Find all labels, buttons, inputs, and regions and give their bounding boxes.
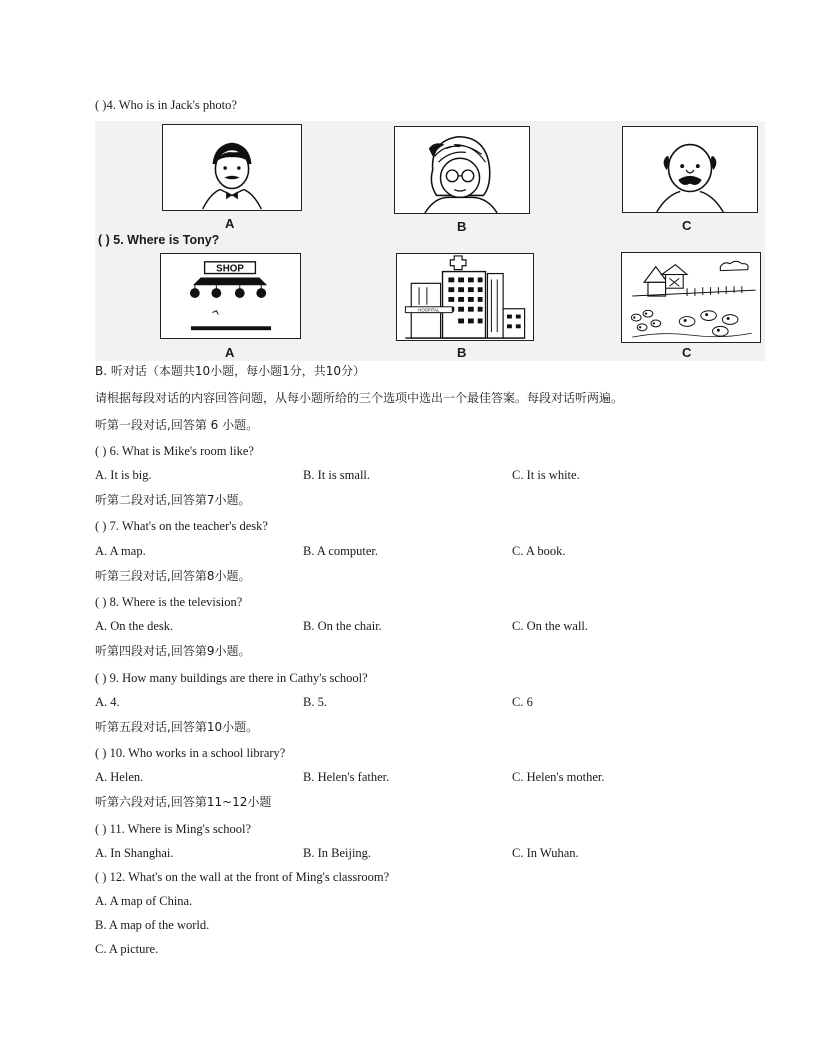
q4-option-c-label: C: [682, 218, 692, 233]
q11-option-a[interactable]: A. In Shanghai.: [95, 846, 174, 860]
dialog-3-intro: 听第三段对话,回答第8小题。: [95, 569, 251, 583]
section-b-heading: B. 听对话（本题共10小题，每小题1分，共10分）: [95, 364, 366, 378]
q6-option-b[interactable]: B. It is small.: [303, 468, 371, 482]
q10-option-b[interactable]: B. Helen's father.: [303, 770, 390, 784]
shop-icon: [161, 254, 300, 338]
q6-option-a[interactable]: A. It is big.: [95, 468, 152, 482]
q7-option-b[interactable]: B. A computer.: [303, 544, 378, 558]
man-mustache-bowtie-icon: [163, 125, 301, 210]
q5-picture-b[interactable]: [396, 253, 534, 341]
farm-icon: [622, 253, 760, 342]
q5-picture-a[interactable]: [160, 253, 301, 339]
hospital-icon: [397, 254, 533, 340]
q5-option-a-label: A: [225, 345, 235, 360]
q11-prompt: ( ) 11. Where is Ming's school?: [95, 822, 252, 836]
q9-prompt: ( ) 9. How many buildings are there in Cathy's school?: [95, 671, 368, 685]
hospital-sign: HOSPITAL: [418, 307, 440, 313]
q10-option-c[interactable]: C. Helen's mother.: [512, 770, 605, 784]
woman-glasses-icon: [395, 127, 529, 213]
dialog-6-intro: 听第六段对话,回答第11~12小题: [95, 795, 272, 809]
q6-prompt: ( ) 6. What is Mike's room like?: [95, 444, 254, 458]
q10-option-a[interactable]: A. Helen.: [95, 770, 144, 784]
q9-option-c[interactable]: C. 6: [512, 695, 533, 709]
q12-option-c[interactable]: C. A picture.: [95, 942, 159, 956]
q4-option-a-label: A: [225, 216, 235, 231]
q4-picture-b[interactable]: [394, 126, 530, 214]
q11-option-b[interactable]: B. In Beijing.: [303, 846, 372, 860]
q8-option-a[interactable]: A. On the desk.: [95, 619, 174, 633]
q12-prompt: ( ) 12. What's on the wall at the front of Ming's classroom?: [95, 870, 390, 884]
dialog-1-intro: 听第一段对话,回答第 6 小题。: [95, 418, 259, 432]
q12-option-a[interactable]: A. A map of China.: [95, 894, 193, 908]
dialog-4-intro: 听第四段对话,回答第9小题。: [95, 644, 251, 658]
dialog-5-intro: 听第五段对话,回答第10小题。: [95, 720, 259, 734]
q11-option-c[interactable]: C. In Wuhan.: [512, 846, 579, 860]
bald-man-mustache-icon: [623, 127, 757, 212]
q9-option-b[interactable]: B. 5.: [303, 695, 327, 709]
q8-prompt: ( ) 8. Where is the television?: [95, 595, 243, 609]
q4-picture-a[interactable]: [162, 124, 302, 211]
q4-option-b-label: B: [457, 219, 467, 234]
q4-prompt: ( )4. Who is in Jack's photo?: [95, 98, 237, 112]
q6-option-c[interactable]: C. It is white.: [512, 468, 580, 482]
q5-option-c-label: C: [682, 345, 692, 360]
q5-option-b-label: B: [457, 345, 467, 360]
section-b-instructions: 请根据每段对话的内容回答问题，从每小题所给的三个选项中选出一个最佳答案。每段对话听两遍。: [95, 391, 624, 405]
dialog-2-intro: 听第二段对话,回答第7小题。: [95, 493, 251, 507]
q10-prompt: ( ) 10. Who works in a school library?: [95, 746, 286, 760]
shop-sign: SHOP: [216, 263, 244, 275]
q12-option-b[interactable]: B. A map of the world.: [95, 918, 210, 932]
q7-option-a[interactable]: A. A map.: [95, 544, 146, 558]
q7-option-c[interactable]: C. A book.: [512, 544, 566, 558]
q5-picture-c[interactable]: [621, 252, 761, 343]
q9-option-a[interactable]: A. 4.: [95, 695, 120, 709]
q8-option-c[interactable]: C. On the wall.: [512, 619, 589, 633]
q8-option-b[interactable]: B. On the chair.: [303, 619, 382, 633]
q5-prompt: ( ) 5. Where is Tony?: [98, 233, 220, 247]
q4-picture-c[interactable]: [622, 126, 758, 213]
q7-prompt: ( ) 7. What's on the teacher's desk?: [95, 519, 268, 533]
